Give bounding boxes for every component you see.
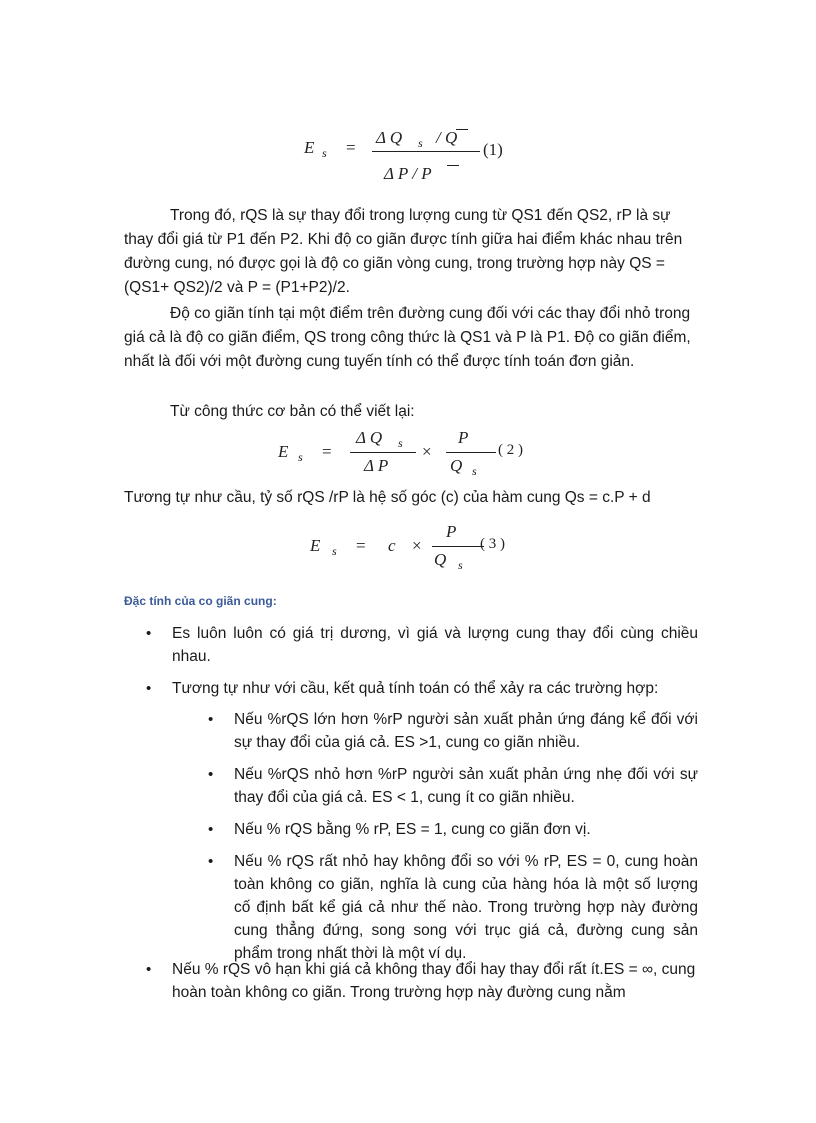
formula-1-label: (1) [483, 140, 503, 159]
list-item: • Es luôn luôn có giá trị dương, vì giá và lượng cung thay đổi cùng chiều nhau. [124, 622, 698, 668]
formula-2-lhs: E [278, 442, 289, 461]
formula-1 [300, 128, 530, 188]
formula-3-lhs-sub: s [332, 544, 337, 558]
formula-1-lhs: E [304, 138, 315, 157]
formula-3-coefficient: c [388, 536, 396, 555]
formula-2-denominator-1: Δ P [364, 456, 389, 475]
formula-3 [308, 522, 538, 572]
bullet-list-end [124, 958, 698, 1004]
list-item: • Tương tự như với cầu, kết quả tính toán có thể xảy ra các trường hợp: [124, 677, 698, 700]
formula-3-numerator: P [446, 522, 457, 541]
paragraph-2: Độ co giãn tính tại một điểm trên đường cung đối với các thay đổi nhỏ trong giá cả là độ co giãn điểm, QS trong công thức là QS1 và P là P1. Độ co giãn điểm, nhất là đối với một đường cung tuyến tính có thể được tính toán đơn giản. [124, 305, 691, 370]
sub-bullet-list [124, 708, 698, 965]
formula-2-equals: = [322, 442, 332, 461]
formula-3-label: ( 3 ) [480, 536, 505, 552]
paragraph-3: Từ công thức cơ bản có thể viết lại: [170, 403, 415, 420]
list-item: • Nếu %rQS lớn hơn %rP người sản xuất phản ứng đáng kể đối với sự thay đổi của giá cả. ES >1, cung co giãn nhiều. [124, 708, 698, 754]
formula-1-equals: = [346, 138, 356, 157]
paragraph-4: Tương tự như cầu, tỷ số rQS /rP là hệ số góc (c) của hàm cung Qs = c.P + d [124, 489, 651, 506]
formula-2-fraction-bar-1 [350, 452, 416, 453]
formula-2-numerator-1: Δ Q [356, 428, 383, 447]
formula-2-numerator-2: P [458, 428, 469, 447]
formula-3-equals: = [356, 536, 366, 555]
formula-1-numerator: Δ Q [376, 128, 403, 147]
formula-3-times: × [412, 536, 422, 555]
paragraph-1: Trong đó, rQS là sự thay đổi trong lượng cung từ QS1 đến QS2, rP là sự thay đổi giá từ P1 đến P2. Khi độ co giãn được tính giữa hai điểm khác nhau trên đường cung, nó được gọi là độ co giãn vòng cung, trong trường hợp này QS = (QS1+ QS2)/2 và P = (P1+P2)/2. [124, 207, 683, 296]
formula-2-denominator-2: Q [450, 456, 463, 475]
formula-1-numerator-sub: s [418, 136, 423, 150]
formula-2-times: × [422, 442, 432, 461]
formula-3-lhs: E [310, 536, 321, 555]
formula-1-lhs-sub: s [322, 146, 327, 160]
formula-3-denominator-sub: s [458, 558, 463, 572]
list-item: • Nếu %rQS nhỏ hơn %rP người sản xuất phản ứng nhẹ đối với sự thay đổi của giá cả. ES < 1, cung ít co giãn nhiều. [124, 763, 698, 809]
bullet-list [124, 622, 698, 700]
formula-2-fraction-bar-2 [446, 452, 496, 453]
list-item: • Nếu % rQS rất nhỏ hay không đổi so với % rP, ES = 0, cung hoàn toàn không co giãn, nghĩa là cung của hàng hóa là một số lượng cố định bất kể giá cả như thế nào. Trong trường hợp này đường cung thẳng đứng, song song với trục giá cả, đường cung sản phẩm trong nhất thời là một ví dụ. [124, 850, 698, 965]
formula-2-denominator-2-sub: s [472, 464, 477, 478]
section-heading: Đặc tính của co giãn cung: [124, 594, 277, 608]
formula-3-fraction-bar [432, 546, 484, 547]
list-item: • Nếu % rQS bằng % rP, ES = 1, cung co giãn đơn vị. [124, 818, 698, 841]
formula-3-denominator: Q [434, 550, 447, 569]
formula-2-lhs-sub: s [298, 450, 303, 464]
formula-2 [276, 428, 546, 478]
formula-2-numerator-1-sub: s [398, 436, 403, 450]
formula-1-fraction-bar [372, 151, 480, 152]
list-item: • Nếu % rQS vô hạn khi giá cả không thay đổi hay thay đổi rất ít.ES = ∞, cung hoàn toàn không co giãn. Trong trường hợp này đường cung nằm [124, 958, 698, 1004]
formula-1-denominator: Δ P / P [384, 164, 432, 183]
formula-2-label: ( 2 ) [498, 442, 523, 458]
formula-1-numerator-rest: / Q [436, 128, 458, 147]
